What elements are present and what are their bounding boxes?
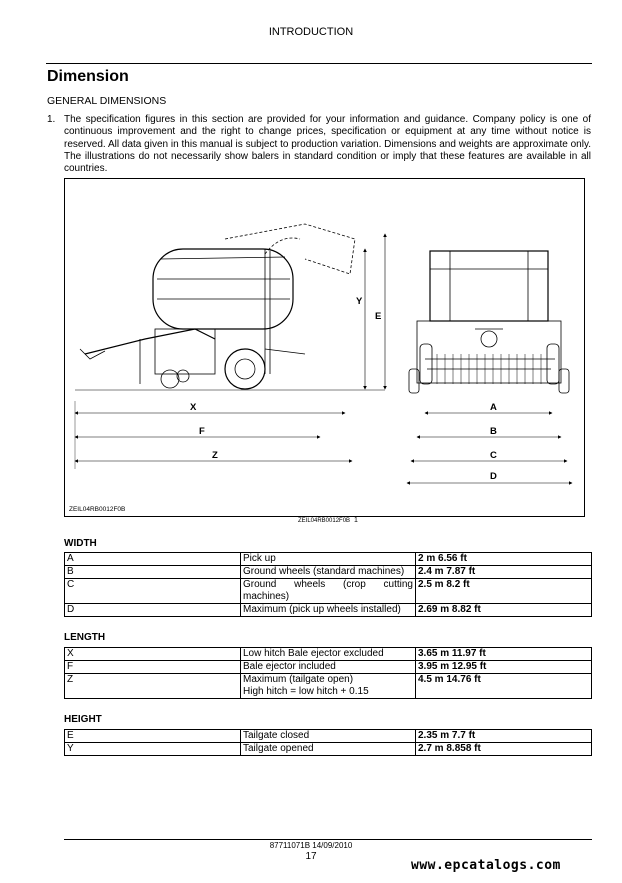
width-heading: WIDTH [64, 538, 97, 549]
dim-label-c: C [490, 450, 497, 461]
row-code: Y [65, 743, 241, 756]
row-code: E [65, 730, 241, 743]
page-number: 17 [305, 851, 317, 862]
row-desc: Pick up [241, 553, 416, 566]
table-row [65, 730, 592, 743]
row-code: A [65, 553, 241, 566]
dim-label-f: F [199, 426, 205, 437]
row-desc-multi [241, 674, 416, 699]
row-value: 2 m 6.56 ft [416, 553, 592, 566]
page-header-title: INTRODUCTION [268, 26, 354, 38]
table-row [65, 648, 592, 661]
row-value: 3.65 m 11.97 ft [416, 648, 592, 661]
dim-label-d: D [490, 471, 497, 482]
figure-caption-code: ZEIL04RB0012F0B [298, 518, 351, 524]
row-value: 2.7 m 8.858 ft [416, 743, 592, 756]
row-value: 2.35 m 7.7 ft [416, 730, 592, 743]
dim-label-y: Y [356, 296, 363, 307]
row-desc: Low hitch Bale ejector excluded [241, 648, 416, 661]
row-value: 4.5 m 14.76 ft [416, 674, 592, 699]
dimension-figure [64, 178, 585, 517]
row-desc: Bale ejector included [241, 661, 416, 674]
header-rule [46, 63, 592, 64]
section-subtitle: GENERAL DIMENSIONS [47, 95, 167, 107]
row-code: B [65, 566, 241, 579]
width-table [64, 552, 592, 617]
table-row [65, 553, 592, 566]
length-heading: LENGTH [64, 632, 106, 643]
row-code: F [65, 661, 241, 674]
figure-code: ZEIL04RB0012F0B [69, 506, 126, 513]
footer-rule [64, 839, 592, 840]
row-code: X [65, 648, 241, 661]
table-row [65, 579, 592, 604]
row-desc: Ground wheels (standard machines) [241, 566, 416, 579]
figure-number: 1 [354, 517, 358, 524]
section-title: Dimension [47, 68, 129, 85]
footer-doc-number: 87711071B 14/09/2010 [269, 841, 353, 850]
baler-side-view [75, 224, 385, 390]
table-row [65, 604, 592, 617]
intro-paragraph: The specification figures in this section are provided for your information and guidance. Company policy is one of continuous improvement and the right to change prices, specification or equipment at any time without notice is reserved. All data given in this manual is subject to production variation. Dimensions and weights are approximate only. The illustrations do not necessarily show balers in standard condition or imply that these features are available in all countries. [64, 114, 591, 175]
row-desc-note: High hitch = low hitch + 0.15 [243, 686, 369, 697]
row-desc: Tailgate opened [241, 743, 416, 756]
paragraph-number: 1. [47, 114, 56, 125]
dimension-lines [75, 234, 572, 483]
row-value: 2.4 m 7.87 ft [416, 566, 592, 579]
watermark-url: www.epcatalogs.com [411, 858, 561, 873]
table-row [65, 743, 592, 756]
table-row [65, 674, 592, 699]
height-heading: HEIGHT [64, 714, 102, 725]
row-value: 2.5 m 8.2 ft [416, 579, 592, 604]
baler-dimension-drawing [65, 179, 584, 516]
row-desc: Ground wheels (crop cutting machines) [241, 579, 416, 604]
height-table [64, 729, 592, 756]
row-code: D [65, 604, 241, 617]
length-table [64, 647, 592, 699]
row-value: 3.95 m 12.95 ft [416, 661, 592, 674]
dim-label-x: X [190, 402, 197, 413]
row-code: Z [65, 674, 241, 699]
dim-label-z: Z [212, 450, 218, 461]
row-desc: Maximum (tailgate open) [243, 674, 354, 685]
row-desc: Maximum (pick up wheels installed) [241, 604, 416, 617]
dim-label-a: A [490, 402, 497, 413]
table-row [65, 566, 592, 579]
baler-rear-view [409, 251, 569, 393]
row-value: 2.69 m 8.82 ft [416, 604, 592, 617]
table-row [65, 661, 592, 674]
dim-label-e: E [375, 311, 382, 322]
dim-label-b: B [490, 426, 497, 437]
row-desc: Tailgate closed [241, 730, 416, 743]
row-code: C [65, 579, 241, 604]
